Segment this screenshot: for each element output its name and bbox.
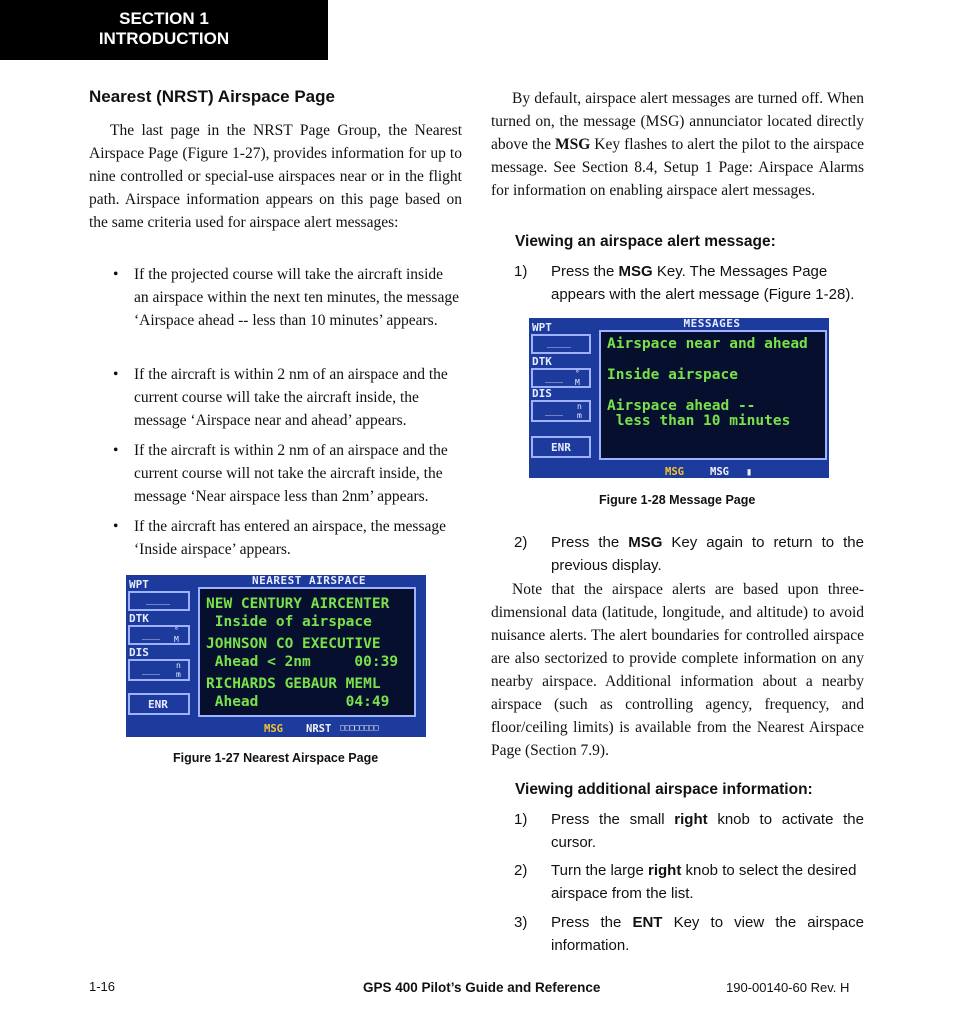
messages-screen [529, 318, 829, 478]
bullet-item [113, 439, 464, 508]
screen-title: NEAREST AIRSPACE [252, 574, 366, 587]
dtk-label: DTK [129, 612, 149, 625]
dtk-field [531, 368, 591, 388]
enr-field [531, 436, 591, 458]
msg-annunciator: MSG [264, 723, 283, 735]
right-knob-ref: right [648, 862, 682, 879]
bullet-item [113, 363, 460, 432]
step-number: 2) [514, 534, 528, 551]
step-text: Key again to return to the previous display. [551, 534, 864, 574]
dtk-unit: °M [174, 626, 179, 644]
list-item-status: Ahead 04:49 [206, 694, 390, 710]
note-paragraph: Note that the airspace alerts are based upon three-dimensional data (latitude, longitude, and altitude) to avoid nuisance alerts. The alert boundaries for controlled airspace are also sectorized to provide complete information on any nearby airspace. Additional information about a nearby airspace (such as controlling agency, frequency, and floor/ceiling limits) is available from the Nearest Airspace Page (Section 7.9). [491, 581, 864, 759]
msg-key-ref: MSG [554, 136, 591, 153]
section-number: SECTION 1 [119, 9, 209, 28]
dtk-value: ___ [545, 372, 564, 383]
page-number: 1-16 [89, 979, 116, 994]
right-knob-ref: right [674, 811, 708, 828]
airspace-list [198, 587, 416, 717]
para-text: By default, airspace alert messages are turned off. When turned on, the message (MSG) annunciator located directly above the [491, 90, 864, 153]
bullet-glyph: • [113, 442, 119, 459]
page-indicator: ▮ [746, 466, 753, 478]
bullet-text: If the projected course will take the aircraft inside an airspace within the next ten minutes, the message ‘Airspace ahead -- less than 10 minutes’ appears. [134, 266, 459, 329]
subheading: Viewing additional airspace information: [515, 781, 813, 798]
intro-paragraph: The last page in the NRST Page Group, the Nearest Airspace Page (Figure 1-27), provides information for up to nine controlled or special-use airspaces near or in the flight path. Airspace information appears on this page based on the same criteria used for airspace alert messages: [89, 122, 462, 231]
dis-field [128, 659, 190, 681]
nearest-airspace-screen [126, 575, 426, 737]
wpt-label: WPT [129, 578, 149, 591]
step-text: Press the [551, 914, 633, 931]
screen-title: MESSAGES [683, 317, 741, 330]
wpt-label: WPT [532, 321, 552, 334]
section-title: INTRODUCTION [98, 29, 230, 48]
step-number: 1) [514, 263, 528, 280]
dtk-value: ___ [142, 629, 161, 640]
step-text: Press the [551, 534, 629, 551]
bullet-glyph: • [113, 366, 119, 383]
bullet-text: If the aircraft is within 2 nm of an airspace and the current course will not take the aircraft inside, the message ‘Near airspace less than 2nm’ appears. [134, 442, 448, 505]
enr-label: ENR [551, 441, 571, 454]
page-group-label: NRST [306, 723, 332, 735]
message-list [599, 330, 827, 460]
step-item [514, 911, 864, 957]
enr-field [128, 693, 190, 715]
step-text: knob to select the desired airspace from the list. [551, 862, 857, 902]
ent-key-ref: ENT [632, 914, 663, 931]
dis-value: ___ [142, 664, 161, 675]
message-item: Airspace ahead -- [607, 398, 756, 414]
step-number: 3) [514, 914, 528, 931]
bullet-text: If the aircraft is within 2 nm of an airspace and the current course will take the aircraft inside, the message ‘Airspace near and ahead’ appears. [134, 366, 448, 429]
step-item [514, 859, 864, 905]
enr-label: ENR [148, 698, 168, 711]
message-item-cont: less than 10 minutes [607, 413, 791, 429]
dis-unit: nm [176, 661, 181, 679]
step-item [514, 260, 864, 306]
dis-unit: nm [577, 402, 582, 420]
list-item[interactable]: JOHNSON CO EXECUTIVE [206, 636, 381, 652]
step-text: knob to activate the cursor. [551, 811, 864, 851]
bullet-glyph: • [113, 518, 119, 535]
page-indicator: □□□□□□□□ [340, 723, 379, 732]
dtk-label: DTK [532, 355, 552, 368]
step-text: Press the [551, 263, 619, 280]
figure-caption: Figure 1-27 Nearest Airspace Page [173, 751, 379, 765]
list-item[interactable]: NEW CENTURY AIRCENTER [206, 596, 390, 612]
dis-label: DIS [532, 387, 552, 400]
page-group-label: MSG [710, 466, 729, 478]
list-item[interactable]: RICHARDS GEBAUR MEML [206, 676, 381, 692]
dis-value: ___ [545, 405, 564, 416]
dis-label: DIS [129, 646, 149, 659]
wpt-field [128, 591, 190, 611]
wpt-field [531, 334, 591, 354]
list-item-status: Ahead < 2nm 00:39 [206, 654, 399, 670]
footer-title: GPS 400 Pilot’s Guide and Reference [363, 980, 601, 995]
message-item: Inside airspace [607, 367, 738, 383]
msg-key-ref: MSG [618, 263, 653, 280]
bullet-item [113, 515, 462, 561]
bullet-glyph: • [113, 266, 119, 283]
step-text: Key. The Messages Page appears with the alert message (Figure 1-28). [551, 263, 855, 303]
step-text: Key to view the airspace information. [551, 914, 864, 954]
bullet-item [113, 263, 460, 332]
default-alerts-paragraph [491, 87, 864, 202]
list-item-status: Inside of airspace [206, 614, 372, 630]
page-heading: Nearest (NRST) Airspace Page [89, 87, 335, 106]
document-id: 190-00140-60 Rev. H [726, 980, 850, 995]
step-item [514, 808, 864, 854]
section-tab [0, 0, 328, 60]
dis-field [531, 400, 591, 422]
msg-annunciator: MSG [665, 466, 684, 478]
step-number: 1) [514, 811, 528, 828]
msg-key-ref: MSG [628, 534, 663, 551]
wpt-value: ____ [146, 594, 171, 605]
dtk-field [128, 625, 190, 645]
message-item: Airspace near and ahead [607, 336, 808, 352]
step-text: Press the small [551, 811, 675, 828]
para-text: Key flashes to alert the pilot to the airspace message. See Section 8.4, Setup 1 Page: Airspace Alarms for information on enabling airspace alert messages. [491, 136, 864, 199]
step-text: Turn the large [551, 862, 648, 879]
subheading: Viewing an airspace alert message: [515, 233, 776, 250]
dtk-unit: °M [575, 369, 580, 387]
wpt-value: ____ [547, 337, 572, 348]
step-number: 2) [514, 862, 528, 879]
step-item [514, 531, 864, 577]
figure-caption: Figure 1-28 Message Page [599, 493, 756, 507]
bullet-text: If the aircraft has entered an airspace, the message ‘Inside airspace’ appears. [134, 518, 446, 558]
